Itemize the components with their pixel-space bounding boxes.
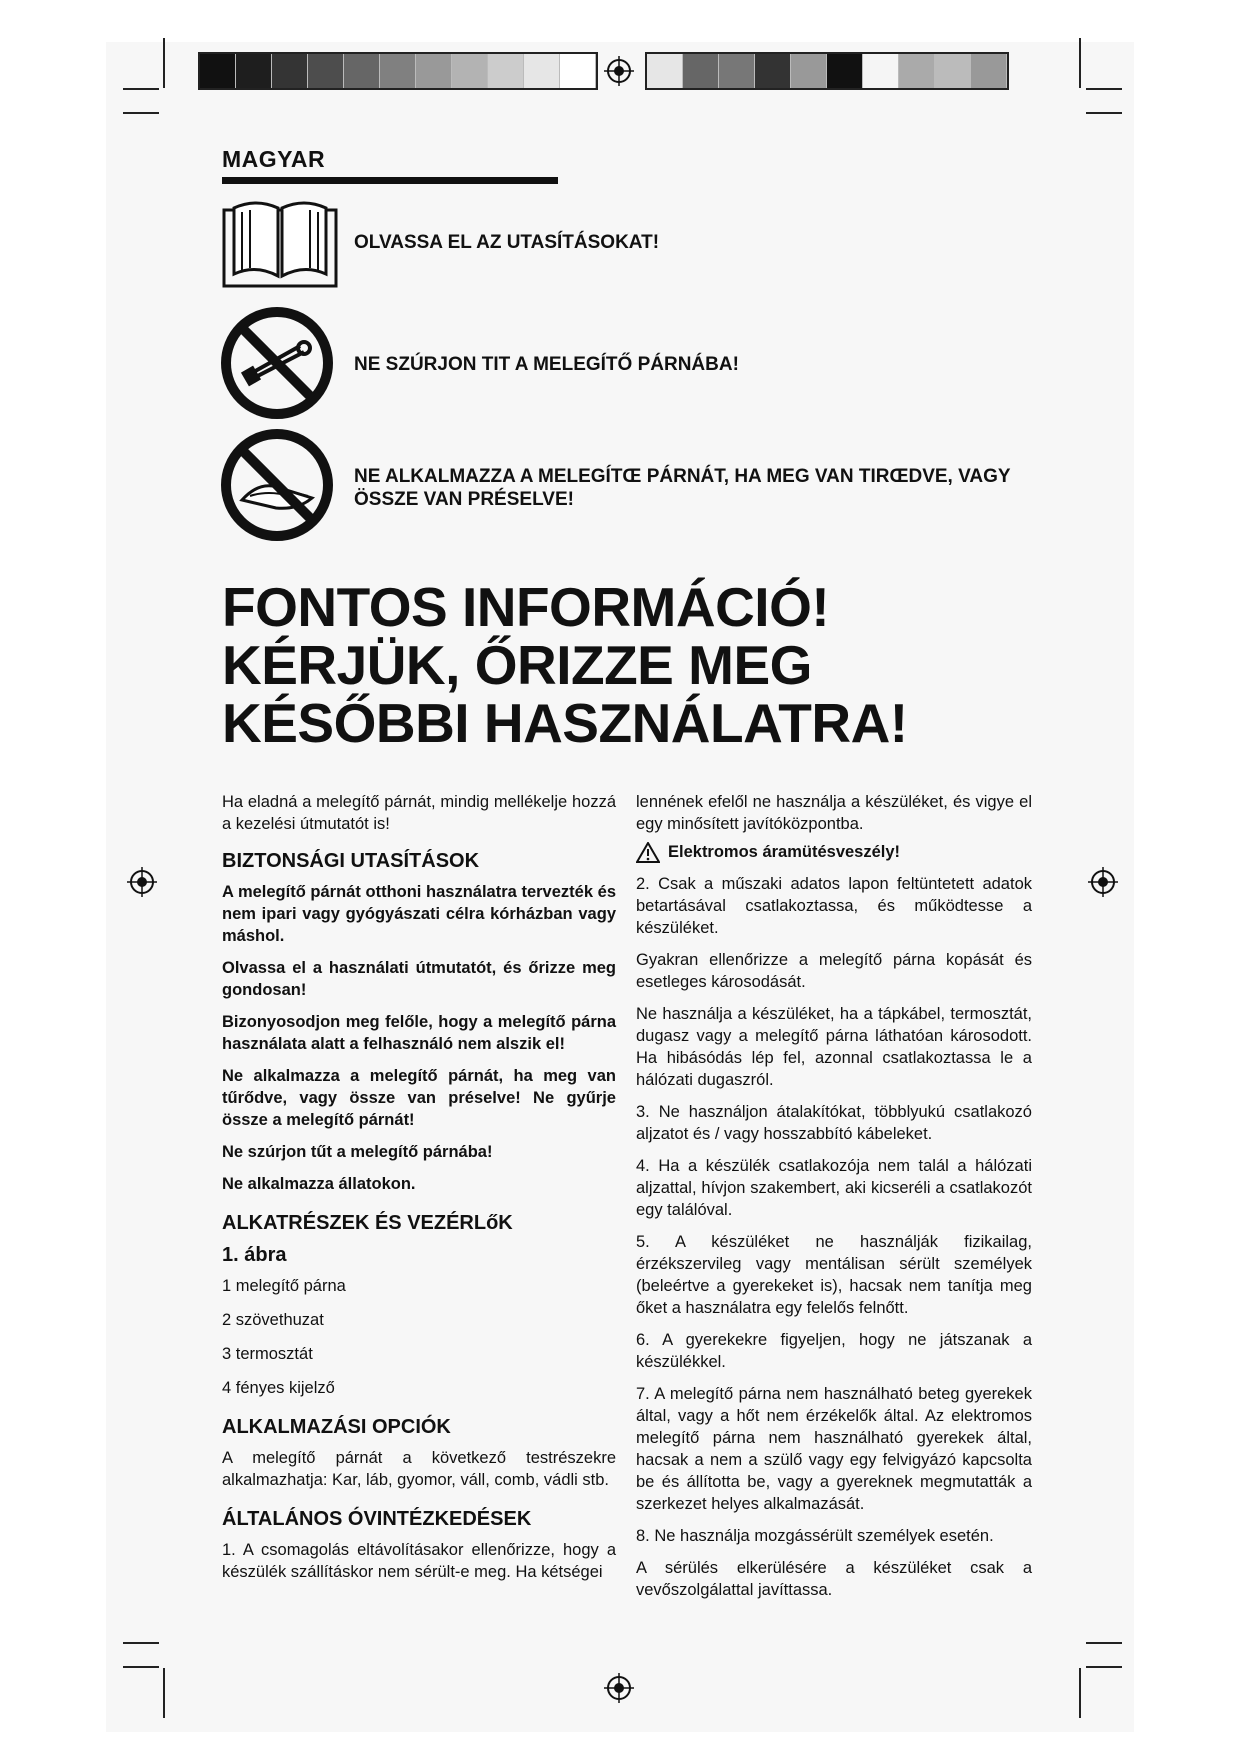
color-swatch <box>935 54 971 88</box>
precaution-item: Gyakran ellenőrizze a melegítő párna kopását és esetleges károsodását. <box>636 951 1032 991</box>
main-title-line: FONTOS INFORMÁCIÓ! <box>222 576 830 638</box>
options-text: A melegítő párnát a következő testrészekre alkalmazhatja: Kar, láb, gyomor, váll, comb, vádli stb. <box>222 1449 616 1489</box>
color-swatch <box>827 54 863 88</box>
electric-warning-text: Elektromos áramütésveszély! <box>668 843 901 861</box>
color-swatch <box>647 54 683 88</box>
main-title-line: KÉRJÜK, ŐRIZZE MEG <box>222 634 812 696</box>
color-swatch <box>488 54 524 88</box>
color-swatch <box>683 54 719 88</box>
warning-triangle-icon <box>636 842 660 863</box>
safety-item: A melegítő párnát otthoni használatra tervezték és nem ipari vagy gyógyászati célra kórházban vagy máshol. <box>222 883 616 945</box>
color-swatch <box>971 54 1007 88</box>
crop-mark <box>123 112 159 114</box>
intro-text: Ha eladná a melegítő párnát, mindig mellékelje hozzá a kezelési útmutatót is! <box>222 793 616 833</box>
right-column <box>636 791 1032 1611</box>
main-title <box>222 578 908 752</box>
color-swatch <box>344 54 380 88</box>
crop-mark <box>163 38 165 88</box>
precaution-item: A sérülés elkerülésére a készüléket csak a vevőszolgálattal javíttassa. <box>636 1559 1032 1599</box>
precaution-item: 5. A készüléket ne használják fizikailag, érzékszervileg vagy mentálisan sérült személyek (beleértve a gyerekeket is), hacsak nem tanítja meg őket a használatra egy felelős felnőtt. <box>636 1233 1032 1317</box>
registration-mark-icon <box>604 1673 634 1703</box>
safety-heading: BIZTONSÁGI UTASÍTÁSOK <box>222 850 480 872</box>
safety-item: Ne szúrjon tűt a melegítő párnába! <box>222 1143 493 1161</box>
left-column <box>222 791 616 1593</box>
registration-mark-icon <box>1088 867 1118 897</box>
color-swatch <box>272 54 308 88</box>
color-swatch <box>524 54 560 88</box>
book-icon <box>222 194 338 290</box>
no-pin-icon <box>220 306 334 420</box>
color-swatch <box>791 54 827 88</box>
heading-underline <box>222 177 558 184</box>
safety-item: Olvassa el a használati útmutatót, és őrizze meg gondosan! <box>222 959 616 999</box>
continued-text: lennének efelől ne használja a készüléket, és vigye el egy minősített javítóközpontba. <box>636 793 1032 833</box>
color-swatch <box>200 54 236 88</box>
precaution-item: 6. A gyerekekre figyeljen, hogy ne játszanak a készülékkel. <box>636 1331 1032 1371</box>
color-swatch <box>899 54 935 88</box>
crop-mark <box>1079 1668 1081 1718</box>
main-title-line: KÉSŐBBI HASZNÁLATRA! <box>222 692 908 754</box>
warning-no-pins: NE SZÚRJON TIT A MELEGÍTŐ PÁRNÁBA! <box>354 354 739 375</box>
part-item: 2 szövethuzat <box>222 1311 324 1329</box>
registration-mark-icon <box>127 867 157 897</box>
color-swatch <box>863 54 899 88</box>
color-bar-left <box>198 52 598 90</box>
safety-item: Ne alkalmazza állatokon. <box>222 1175 416 1193</box>
color-swatch <box>452 54 488 88</box>
color-swatch <box>560 54 596 88</box>
part-item: 1 melegítő párna <box>222 1277 346 1295</box>
parts-heading: ALKATRÉSZEK ÉS VEZÉRLőK <box>222 1212 513 1234</box>
options-heading: ALKALMAZÁSI OPCIÓK <box>222 1416 451 1438</box>
part-item: 4 fényes kijelző <box>222 1379 335 1397</box>
crop-mark <box>163 1668 165 1718</box>
figure-label: 1. ábra <box>222 1244 287 1266</box>
safety-item: Bizonyosodjon meg felőle, hogy a melegítő párna használata alatt a felhasználó nem alszik el! <box>222 1013 616 1053</box>
crop-mark <box>123 88 159 90</box>
crop-mark <box>1079 38 1081 88</box>
crop-mark <box>1086 1666 1122 1668</box>
registration-mark-icon <box>604 56 634 86</box>
precaution-item: 7. A melegítő párna nem használható beteg gyerekek által, vagy a hőt nem érzékelők által. Az elektromos melegítő párna nem használható gyerekek által, hacsak a nem a szülő vagy egy felvigyázó kapcsolta be és állította be, vagy a gyereknek megmutatták a szerkezet helyes alkalmazását. <box>636 1385 1032 1513</box>
warning-no-fold: NE ALKALMAZZA A MELEGÍTŒ PÁRNÁT, HA MEG VAN TIRŒDVE, VAGY ÖSSZE VAN PRÉSELVE! <box>354 466 1011 510</box>
precaution-item: 4. Ha a készülék csatlakozója nem talál a hálózati aljzattal, hívjon szakembert, aki kicseréli a csatlakozót egy találóval. <box>636 1157 1032 1219</box>
color-swatch <box>755 54 791 88</box>
color-swatch <box>719 54 755 88</box>
safety-item: Ne alkalmazza a melegítő párnát, ha meg van tűrődve, vagy össze van préselve! Ne gyűrje össze a melegítő párnát! <box>222 1067 616 1129</box>
precaution-item: Ne használja a készüléket, ha a tápkábel, termosztát, dugasz vagy a melegítő párna láthatóan károsodott. Ha hibásódás lép fel, azonnal csatlakoztassa le a hálózati dugaszról. <box>636 1005 1032 1089</box>
precaution-item: 2. Csak a műszaki adatos lapon feltüntetett adatok betartásával csatlakoztassa, és működtesse a készüléket. <box>636 875 1032 937</box>
precaution-item: 3. Ne használjon átalakítókat, többlyukú csatlakozó aljzatot és / vagy hosszabbító kábeleket. <box>636 1103 1032 1143</box>
crop-mark <box>123 1666 159 1668</box>
crop-mark <box>1086 88 1122 90</box>
language-heading: MAGYAR <box>222 146 326 172</box>
color-swatch <box>236 54 272 88</box>
crop-mark <box>1086 1642 1122 1644</box>
color-swatch <box>380 54 416 88</box>
electric-warning <box>636 841 1032 863</box>
crop-mark <box>1086 112 1122 114</box>
general-item: 1. A csomagolás eltávolításakor ellenőrizze, hogy a készülék szállításkor nem sérült-e meg. Ha kétségei <box>222 1541 616 1581</box>
no-fold-icon <box>220 428 334 542</box>
part-item: 3 termosztát <box>222 1345 313 1363</box>
crop-mark <box>123 1642 159 1644</box>
warning-read-instructions: OLVASSA EL AZ UTASÍTÁSOKAT! <box>354 232 660 253</box>
precaution-item: 8. Ne használja mozgássérült személyek esetén. <box>636 1527 994 1545</box>
color-bar-right <box>645 52 1009 90</box>
general-heading: ÁLTALÁNOS ÓVINTÉZKEDÉSEK <box>222 1508 532 1530</box>
color-swatch <box>416 54 452 88</box>
color-swatch <box>308 54 344 88</box>
